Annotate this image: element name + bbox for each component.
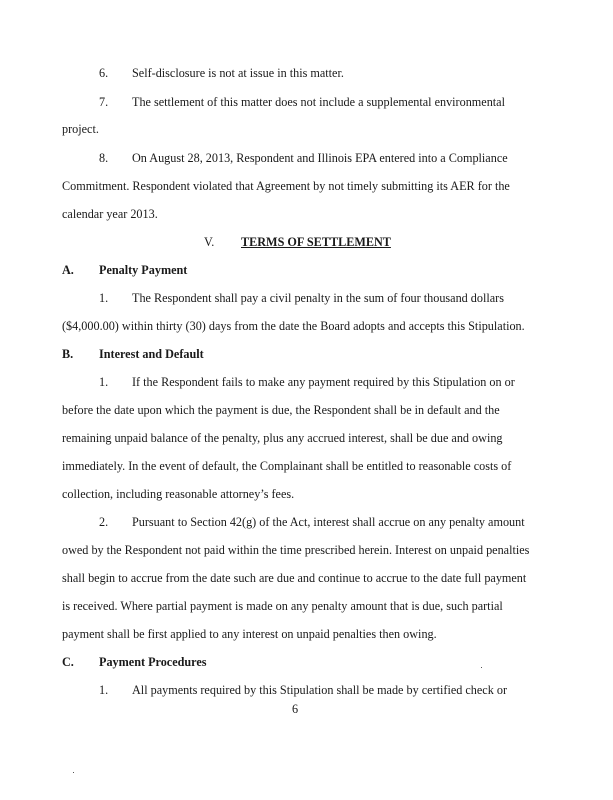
section-number: V. <box>204 235 215 249</box>
scan-speck <box>481 667 482 668</box>
para-b1-line4: immediately. In the event of default, the Complainant shall be entitled to reasonable costs of <box>62 459 512 473</box>
para-b2-line2: owed by the Respondent not paid within the time prescribed herein. Interest on unpaid penalties <box>62 543 530 557</box>
para-b1-line1: If the Respondent fails to make any payment required by this Stipulation on or <box>132 375 515 389</box>
para7-number: 7. <box>99 95 109 109</box>
subsection-c-letter: C. <box>62 655 74 669</box>
para8-line3: calendar year 2013. <box>62 207 158 221</box>
para6-number: 6. <box>99 66 109 80</box>
subsection-b-title: Interest and Default <box>99 347 204 361</box>
para-b2-line1: Pursuant to Section 42(g) of the Act, interest shall accrue on any penalty amount <box>132 515 525 529</box>
subsection-c-title: Payment Procedures <box>99 655 207 669</box>
para-a1-line1: The Respondent shall pay a civil penalty in the sum of four thousand dollars <box>132 291 504 305</box>
para-b1-number: 1. <box>99 375 109 389</box>
page-number: 6 <box>292 702 299 716</box>
subsection-b-letter: B. <box>62 347 74 361</box>
para8-line2: Commitment. Respondent violated that Agreement by not timely submitting its AER for the <box>62 179 510 193</box>
para-b2-line3: shall begin to accrue from the date such are due and continue to accrue to the date full payment <box>62 571 527 585</box>
subsection-a-letter: A. <box>62 263 74 277</box>
para-a1-number: 1. <box>99 291 109 305</box>
para-a1-line2: ($4,000.00) within thirty (30) days from the date the Board adopts and accepts this Stipulation. <box>62 319 525 333</box>
subsection-a-title: Penalty Payment <box>99 263 188 277</box>
para-b1-line5: collection, including reasonable attorney’s fees. <box>62 487 295 501</box>
para7-line2: project. <box>62 122 99 136</box>
para-b2-line5: payment shall be first applied to any interest on unpaid penalties then owing. <box>62 627 437 641</box>
para8-line1: On August 28, 2013, Respondent and Illinois EPA entered into a Compliance <box>132 151 508 165</box>
para-b2-line4: is received. Where partial payment is made on any penalty amount that is due, such partial <box>62 599 503 613</box>
para-b1-line2: before the date upon which the payment is due, the Respondent shall be in default and the <box>62 403 500 417</box>
para8-number: 8. <box>99 151 109 165</box>
para-c1-line1: All payments required by this Stipulation shall be made by certified check or <box>132 683 508 697</box>
para-b1-line3: remaining unpaid balance of the penalty, plus any accrued interest, shall be due and owing <box>62 431 503 445</box>
para7-line1: The settlement of this matter does not include a supplemental environmental <box>132 95 505 109</box>
para-c1-number: 1. <box>99 683 109 697</box>
section-title: TERMS OF SETTLEMENT <box>241 235 391 249</box>
para6-text: Self-disclosure is not at issue in this matter. <box>132 66 344 80</box>
para-b2-number: 2. <box>99 515 109 529</box>
scan-speck <box>73 772 74 773</box>
